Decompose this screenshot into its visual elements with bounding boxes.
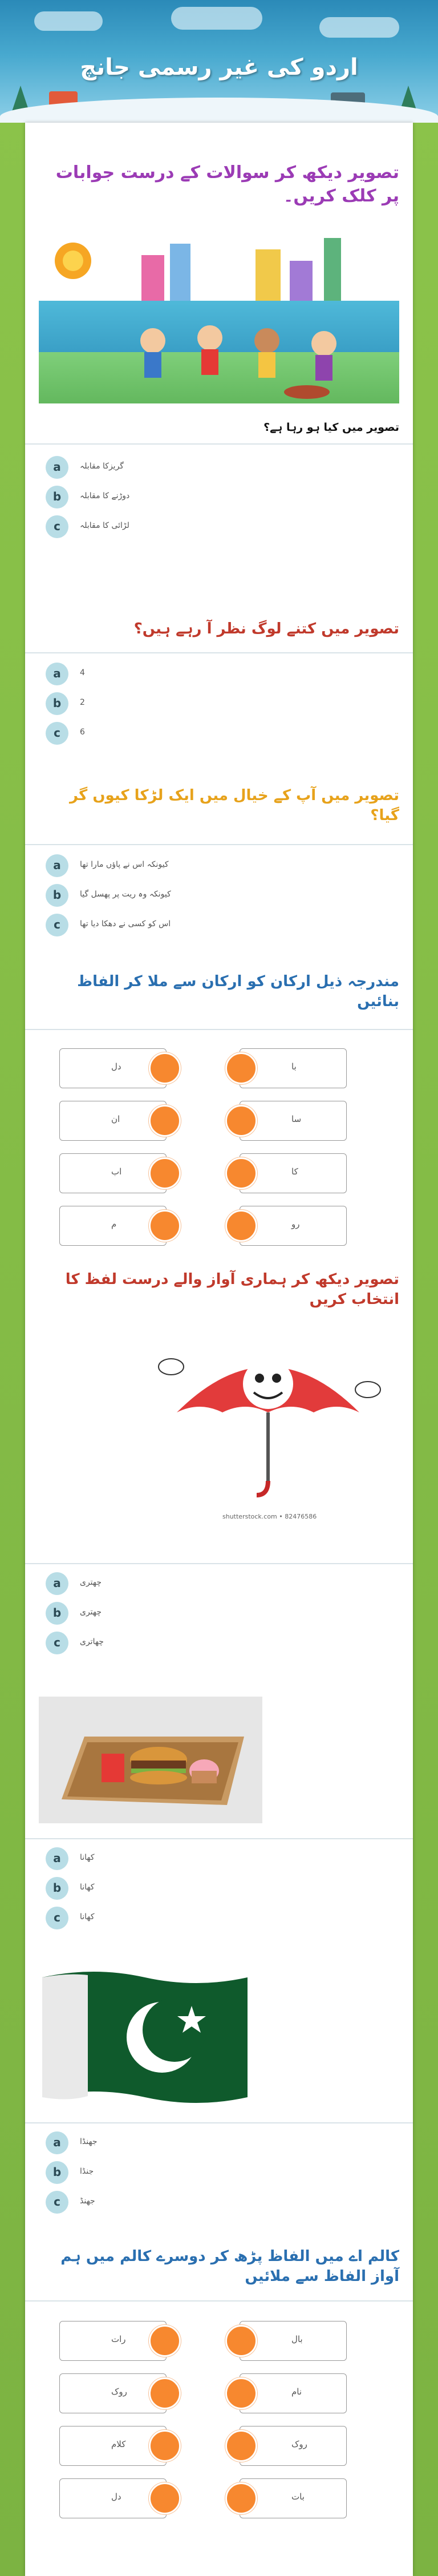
answer-option[interactable] <box>46 456 376 479</box>
option-letter-badge: c <box>46 2191 68 2214</box>
divider <box>25 844 413 845</box>
match-connector-dot[interactable] <box>149 2430 181 2462</box>
match-item-text: اب <box>111 1166 122 1177</box>
question-title: تصویر میں آپ کے خیال میں ایک لڑکا کیوں گر گیا؟ <box>69 787 399 825</box>
option-text: اس کو کسی نے دھکا دیا تھا <box>80 919 171 928</box>
match-item-text: دل <box>111 1061 121 1072</box>
match-item-right[interactable] <box>240 1153 347 1193</box>
match-item-text: کلام <box>111 2439 126 2449</box>
match-item-text: رات <box>111 2334 126 2344</box>
answer-option[interactable] <box>46 2191 376 2214</box>
match-connector-dot[interactable] <box>225 1157 257 1189</box>
match-connector-dot[interactable] <box>225 2482 257 2514</box>
answer-option[interactable] <box>46 722 376 745</box>
match-item-right[interactable] <box>240 2373 347 2413</box>
option-letter-badge: a <box>46 2131 68 2154</box>
match-item-text: ان <box>111 1114 120 1124</box>
match-connector-dot[interactable] <box>149 1052 181 1084</box>
umbrella-art <box>154 1327 394 1509</box>
match-item-text: دل <box>111 2492 121 2502</box>
match-connector-dot[interactable] <box>149 2377 181 2409</box>
question-title: کالم اے میں الفاظ پڑھ کر دوسرے کالم میں ہم آواز الفاظ سے ملائیں <box>60 2248 399 2286</box>
option-text: کیونکہ اس نے پاؤں مارا تھا <box>80 860 169 869</box>
match-item-left[interactable] <box>59 2426 167 2466</box>
divider <box>25 443 413 445</box>
answer-option[interactable] <box>46 1907 376 1929</box>
answer-option[interactable] <box>46 663 376 685</box>
option-letter-badge: b <box>46 884 68 907</box>
cloud-decoration <box>319 17 399 38</box>
option-letter-badge: a <box>46 663 68 685</box>
match-item-text: سا <box>291 1114 302 1124</box>
match-connector-dot[interactable] <box>225 2430 257 2462</box>
match-connector-dot[interactable] <box>149 1157 181 1189</box>
match-item-text: بات <box>291 2492 305 2502</box>
match-item-right[interactable] <box>240 1206 347 1246</box>
cloud-decoration <box>171 7 262 30</box>
option-text: 4 <box>80 668 85 677</box>
cloud-decoration <box>34 11 103 31</box>
divider <box>25 1838 413 1839</box>
option-letter-badge: c <box>46 722 68 745</box>
divider <box>25 2300 413 2302</box>
match-connector-dot[interactable] <box>225 2325 257 2357</box>
answer-option[interactable] <box>46 486 376 508</box>
match-item-text: با <box>291 1061 297 1072</box>
race-illustration <box>39 232 399 403</box>
option-text: چھتری <box>80 1608 102 1617</box>
match-item-text: بال <box>291 2334 303 2344</box>
answer-option[interactable] <box>46 1632 376 1654</box>
option-letter-badge: c <box>46 515 68 538</box>
match-connector-dot[interactable] <box>149 2482 181 2514</box>
answer-option[interactable] <box>46 2161 376 2184</box>
match-item-left[interactable] <box>59 1153 167 1193</box>
match-item-right[interactable] <box>240 1101 347 1141</box>
match-connector-dot[interactable] <box>149 2325 181 2357</box>
question-title: تصویر میں کتنے لوگ نظر آ رہے ہیں؟ <box>133 620 399 637</box>
option-letter-badge: c <box>46 1632 68 1654</box>
option-text: جنڈا <box>80 2167 94 2176</box>
pakistan-flag-art <box>42 1966 248 2107</box>
match-item-left[interactable] <box>59 1048 167 1088</box>
option-text: 2 <box>80 698 85 707</box>
question-title: تصویر دیکھ کر ہماری آواز والے درست لفظ کا انتخاب کریں <box>65 1271 399 1309</box>
match-item-text: رو <box>291 1219 300 1229</box>
answer-option[interactable] <box>46 884 376 907</box>
option-text: جھنڈ <box>80 2197 95 2206</box>
match-item-right[interactable] <box>240 2321 347 2361</box>
option-letter-badge: b <box>46 692 68 715</box>
option-text: چھاتری <box>80 1637 104 1646</box>
match-connector-dot[interactable] <box>149 1210 181 1242</box>
option-letter-badge: a <box>46 456 68 479</box>
burger-meal-art <box>39 1697 262 1823</box>
divider <box>25 652 413 653</box>
match-item-text: روک <box>291 2439 307 2449</box>
question-title: تصویر دیکھ کر سوالات کے درست جوابات پر کلک کریں۔ <box>55 163 399 206</box>
match-connector-dot[interactable] <box>225 1105 257 1137</box>
option-letter-badge: c <box>46 914 68 936</box>
divider <box>25 1029 413 1030</box>
answer-option[interactable] <box>46 1847 376 1870</box>
answer-option[interactable] <box>46 515 376 538</box>
match-item-left[interactable] <box>59 2478 167 2518</box>
option-letter-badge: c <box>46 1907 68 1929</box>
divider <box>25 2122 413 2123</box>
answer-option[interactable] <box>46 1877 376 1900</box>
quiz-sheet <box>25 123 413 2576</box>
match-item-text: نام <box>291 2387 302 2397</box>
match-item-text: کا <box>291 1166 298 1177</box>
option-text: کیونکہ وہ ریت پر پھسل گیا <box>80 890 171 899</box>
race-illustration-art <box>39 232 399 403</box>
option-text: چھتری <box>80 1578 102 1587</box>
option-letter-badge: b <box>46 2161 68 2184</box>
answer-option[interactable] <box>46 1602 376 1625</box>
match-item-left[interactable] <box>59 2373 167 2413</box>
option-text: جھنڈا <box>80 2137 98 2146</box>
option-text: لڑائی کا مقابلہ <box>80 521 129 530</box>
match-item-left[interactable] <box>59 1206 167 1246</box>
option-text: گریزکا مقابلہ <box>80 462 124 471</box>
answer-option[interactable] <box>46 2131 376 2154</box>
option-letter-badge: b <box>46 1877 68 1900</box>
match-item-left[interactable] <box>59 2321 167 2361</box>
answer-option[interactable] <box>46 692 376 715</box>
option-letter-badge: a <box>46 1847 68 1870</box>
answer-option[interactable] <box>46 854 376 877</box>
match-connector-dot[interactable] <box>225 1210 257 1242</box>
option-letter-badge: b <box>46 1602 68 1625</box>
match-connector-dot[interactable] <box>225 2377 257 2409</box>
match-connector-dot[interactable] <box>225 1052 257 1084</box>
option-text: کھانا <box>80 1883 95 1892</box>
answer-option[interactable] <box>46 914 376 936</box>
option-letter-badge: b <box>46 486 68 508</box>
page-header <box>0 0 438 123</box>
match-item-right[interactable] <box>240 1048 347 1088</box>
question-title: مندرجہ ذیل ارکان کو ارکان سے ملا کر الفاظ بنائیں <box>77 973 399 1011</box>
option-text: 6 <box>80 728 85 737</box>
match-item-text: روک <box>111 2387 127 2397</box>
option-text: کھانا <box>80 1853 95 1862</box>
answer-option[interactable] <box>46 1572 376 1595</box>
question-subtitle: تصویر میں کیا ہو رہا ہے؟ <box>263 421 399 434</box>
match-item-right[interactable] <box>240 2426 347 2466</box>
page-title: اردو کی غیر رسمی جانچ <box>80 54 358 80</box>
option-letter-badge: a <box>46 1572 68 1595</box>
match-connector-dot[interactable] <box>149 1105 181 1137</box>
umbrella-image <box>154 1327 394 1509</box>
match-item-text: م <box>111 1219 117 1229</box>
option-text: دوڑنے کا مقابلہ <box>80 491 130 500</box>
match-item-left[interactable] <box>59 1101 167 1141</box>
option-text: کھانا <box>80 1912 95 1921</box>
divider <box>25 1563 413 1564</box>
match-item-right[interactable] <box>240 2478 347 2518</box>
pakistan-flag-image <box>42 1966 248 2107</box>
image-credit: shutterstock.com • 82476586 <box>222 1513 317 1520</box>
option-letter-badge: a <box>46 854 68 877</box>
burger-meal-image <box>39 1697 262 1823</box>
